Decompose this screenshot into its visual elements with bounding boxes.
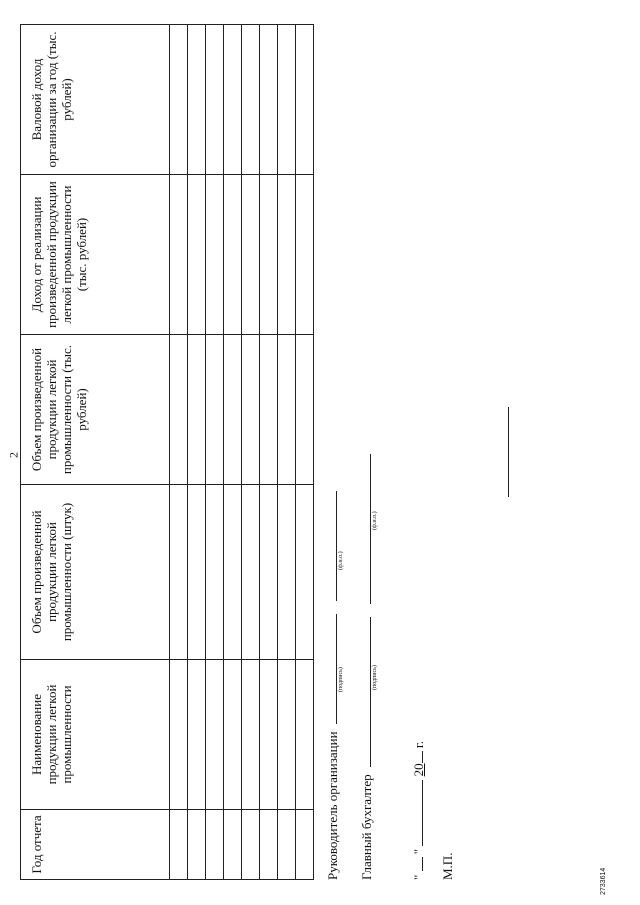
- accountant-signature-field[interactable]: [356, 617, 371, 767]
- header-gross-income: Валовой доход организации за год (тыс. рублей): [21, 25, 170, 175]
- table-cell[interactable]: [278, 335, 296, 485]
- header-volume-rubles: Объем произведенной продукции легкой промышленности (тыс. рублей): [21, 335, 170, 485]
- table-cell[interactable]: [224, 660, 242, 810]
- table-cell[interactable]: [206, 25, 224, 175]
- header-product-name: Наименование продукции легкой промышленности: [21, 660, 170, 810]
- header-volume-units: Объем произведенной продукции легкой промышленности (штук): [21, 485, 170, 660]
- table-cell[interactable]: [206, 175, 224, 335]
- header-report-year: Год отчета: [21, 810, 170, 880]
- table-row: [188, 25, 206, 880]
- table-cell[interactable]: [242, 175, 260, 335]
- table-cell[interactable]: [278, 810, 296, 880]
- table-row: [242, 25, 260, 880]
- table-row: [224, 25, 242, 880]
- table-cell[interactable]: [206, 810, 224, 880]
- date-quote-close: ": [411, 848, 426, 855]
- table-cell[interactable]: [260, 335, 278, 485]
- table-cell[interactable]: [170, 335, 188, 485]
- stamp-label: М.П.: [440, 852, 455, 880]
- table-cell[interactable]: [296, 335, 314, 485]
- table-cell[interactable]: [296, 660, 314, 810]
- head-signature-hint: (подпись): [338, 667, 344, 692]
- table-cell[interactable]: [260, 25, 278, 175]
- head-signature-field[interactable]: [322, 614, 337, 724]
- table-cell[interactable]: [206, 485, 224, 660]
- page-number: 2: [6, 452, 21, 458]
- table-cell[interactable]: [170, 175, 188, 335]
- accountant-label: Главный бухгалтер: [359, 774, 374, 880]
- table-cell[interactable]: [188, 335, 206, 485]
- table-cell[interactable]: [206, 335, 224, 485]
- head-name-hint: (ф.и.о.): [338, 551, 344, 570]
- table-cell[interactable]: [188, 175, 206, 335]
- date-day-field[interactable]: [408, 857, 423, 871]
- table-cell[interactable]: [242, 660, 260, 810]
- table-cell[interactable]: [278, 175, 296, 335]
- report-table: [20, 24, 314, 880]
- table-cell[interactable]: [278, 25, 296, 175]
- head-label: Руководитель организации: [325, 731, 340, 880]
- table-cell[interactable]: [224, 335, 242, 485]
- table-cell[interactable]: [242, 485, 260, 660]
- table-cell[interactable]: [170, 25, 188, 175]
- table-row: [296, 25, 314, 880]
- table-cell[interactable]: [278, 660, 296, 810]
- table-body: [170, 25, 314, 880]
- date-year-suffix: г.: [411, 741, 426, 749]
- table-cell[interactable]: [260, 485, 278, 660]
- table-cell[interactable]: [296, 810, 314, 880]
- date-year-field[interactable]: [408, 751, 423, 763]
- table-cell[interactable]: [260, 810, 278, 880]
- table-cell[interactable]: [242, 335, 260, 485]
- stamp-line: [508, 407, 509, 497]
- table-row: [170, 25, 188, 880]
- accountant-signature-hint: (подпись): [372, 665, 378, 690]
- table-cell[interactable]: [242, 810, 260, 880]
- accountant-name-hint: (ф.и.о.): [372, 511, 378, 530]
- table-cell[interactable]: [206, 660, 224, 810]
- header-sales-income: Доход от реализации произведенной продукции легкой промышленности (тыс. рублей): [21, 175, 170, 335]
- table-cell[interactable]: [260, 175, 278, 335]
- table-cell[interactable]: [170, 810, 188, 880]
- table-cell[interactable]: [296, 485, 314, 660]
- accountant-name-field[interactable]: [356, 454, 371, 604]
- table-row: [260, 25, 278, 880]
- table-cell[interactable]: [188, 485, 206, 660]
- table-row: [206, 25, 224, 880]
- table-cell[interactable]: [188, 660, 206, 810]
- table-cell[interactable]: [296, 175, 314, 335]
- table-cell[interactable]: [170, 485, 188, 660]
- table-cell[interactable]: [242, 25, 260, 175]
- date-month-field[interactable]: [408, 780, 423, 846]
- table-cell[interactable]: [170, 660, 188, 810]
- table-cell[interactable]: [224, 810, 242, 880]
- table-cell[interactable]: [278, 485, 296, 660]
- table-cell[interactable]: [224, 25, 242, 175]
- table-cell[interactable]: [188, 25, 206, 175]
- date-row: [408, 741, 427, 880]
- table-cell[interactable]: [224, 485, 242, 660]
- date-year-prefix: 20: [411, 763, 426, 777]
- table-cell[interactable]: [188, 810, 206, 880]
- table-cell[interactable]: [296, 25, 314, 175]
- table-cell[interactable]: [260, 660, 278, 810]
- head-name-field[interactable]: [322, 491, 337, 601]
- date-quote-open: ": [411, 874, 426, 880]
- table-cell[interactable]: [224, 175, 242, 335]
- document-code: 2733614: [600, 867, 607, 895]
- table-header-row: [21, 25, 170, 880]
- table-row: [278, 25, 296, 880]
